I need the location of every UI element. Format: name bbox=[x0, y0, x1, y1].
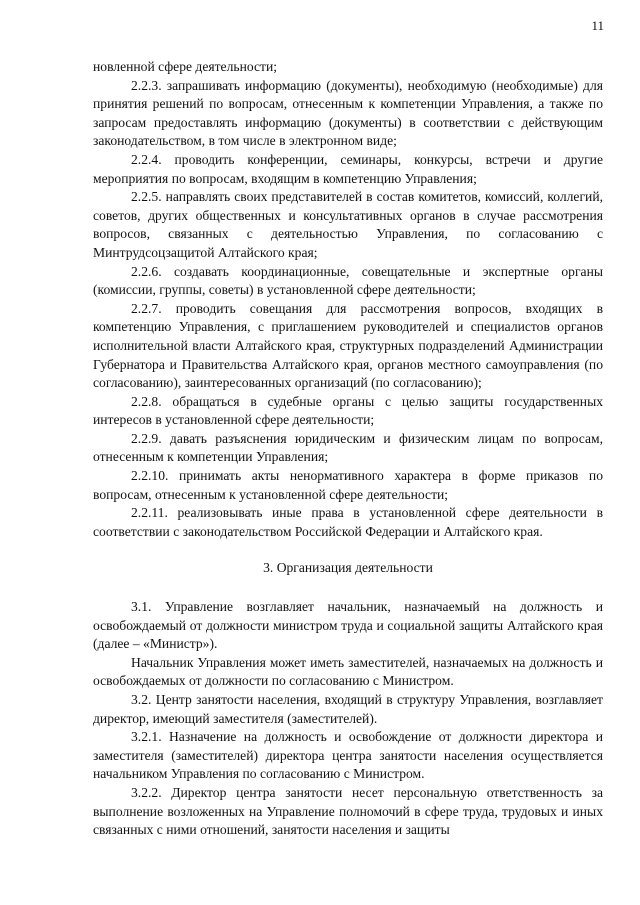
paragraph-2-2-5: 2.2.5. направлять своих представителей в состав комитетов, комиссий, коллегий, советов, других общественных и консультативных органов в случае рассмотрения вопросов, связанных с деятельностью Управления, по согласованию с Минтрудсоцзащитой Алтайского края; bbox=[93, 189, 603, 260]
section-heading: 3. Организация деятельности bbox=[263, 560, 433, 576]
organization-section bbox=[93, 598, 603, 840]
paragraph-3-2-2: 3.2.2. Директор центра занятости несет персональную ответственность за выполнение возложенных на Управление полномочий в сфере труда, трудовых и иных связанных с ними отношений, занятости населения и защиты bbox=[93, 784, 603, 838]
page-number: 11 bbox=[591, 18, 604, 33]
document-body bbox=[93, 58, 603, 840]
paragraph-2-2-10: 2.2.10. принимать акты ненормативного характера в форме приказов по вопросам, отнесенным к установленной сфере деятельности; bbox=[93, 468, 603, 502]
paragraph-2-2-4: 2.2.4. проводить конференции, семинары, конкурсы, встречи и другие мероприятия по вопросам, входящим в компетенцию Управления; bbox=[93, 151, 603, 186]
paragraph-2-2-8: 2.2.8. обращаться в судебные органы с целью защиты государственных интересов в установленной сфере деятельности; bbox=[93, 393, 603, 428]
paragraph-2-2-6: 2.2.6. создавать координационные, совещательные и экспертные органы (комиссии, группы, советы) в установленной сфере деятельности; bbox=[93, 263, 603, 298]
paragraph-continuation: новленной сфере деятельности; bbox=[93, 59, 278, 74]
paragraph-2-2-7: 2.2.7. проводить совещания для рассмотрения вопросов, входящих в компетенцию Управления, с приглашением руководителей и специалистов органов исполнительной власти Алтайского края, структурных подразделений Администрации Губернатора и Правительства Алтайского края, органов местного самоуправления (по согласованию), заинтересованных организаций (по согласованию); bbox=[93, 300, 603, 391]
paragraph-3-1: 3.1. Управление возглавляет начальник, назначаемый на должность и освобождаемый от должности министром труда и социальной защиты Алтайского края (далее – «Министр»). bbox=[93, 599, 603, 652]
paragraph-deputies: Начальник Управления может иметь заместителей, назначаемых на должность и освобождаемых от должности по согласованию с Министром. bbox=[93, 654, 603, 689]
rights-list bbox=[93, 58, 603, 541]
paragraph-3-2: 3.2. Центр занятости населения, входящий в структуру Управления, возглавляет директор, имеющий заместителя (заместителей). bbox=[93, 692, 603, 726]
paragraph-2-2-9: 2.2.9. давать разъяснения юридическим и физическим лицам по вопросам, отнесенным к компетенции Управления; bbox=[93, 430, 603, 465]
paragraph-2-2-3: 2.2.3. запрашивать информацию (документы), необходимую (необходимые) для принятия решений по вопросам, отнесенным к компетенции Управления, а также по запросам предоставлять информацию (документы) в соответствии с действующим законодательством, в том числе в электронном виде; bbox=[93, 77, 603, 149]
paragraph-2-2-11: 2.2.11. реализовывать иные права в установленной сфере деятельности в соответствии с законодательством Российской Федерации и Алтайского края. bbox=[93, 505, 603, 539]
paragraph-3-2-1: 3.2.1. Назначение на должность и освобождение от должности директора и заместителя (заместителей) директора центра занятости населения осуществляется начальником Управления по согласованию с Министром. bbox=[93, 729, 603, 782]
